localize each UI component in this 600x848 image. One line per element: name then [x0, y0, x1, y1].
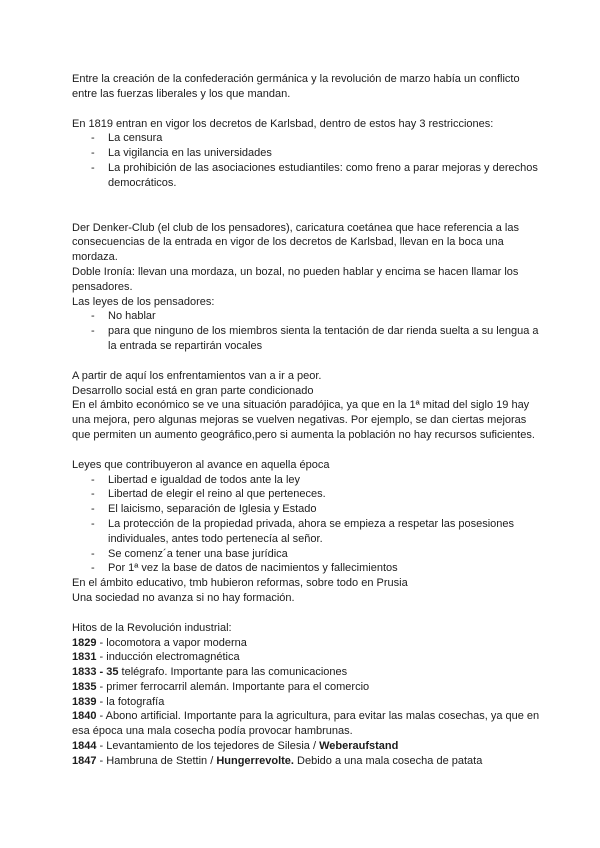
list-item: - No hablar	[72, 309, 540, 324]
leyes-avance-heading: Leyes que contribuyeron al avance en aquella época	[72, 458, 330, 471]
list-item: - Libertad de elegir el reino al que perteneces.	[72, 487, 540, 502]
enfrentamientos-paragraph: A partir de aquí los enfrentamientos van a ir a peor.	[72, 369, 322, 382]
list-item: - La vigilancia en las universidades	[72, 146, 540, 161]
restricciones-list	[72, 131, 540, 190]
ambito-educativo-paragraph: En el ámbito educativo, tmb hubieron reformas, sobre todo en Prusia	[72, 577, 408, 590]
leyes-avance-list	[72, 473, 540, 577]
hito-1844	[72, 739, 540, 754]
hito-year: 1831	[72, 651, 97, 664]
list-item: - La protección de la propiedad privada, ahora se empieza a respetar las posesiones individuales, antes todo pertenecía al señor.	[72, 517, 540, 547]
ambito-economico-paragraph: En el ámbito económico se ve una situación paradójica, ya que en la 1ª mitad del siglo 19 hay una mejora, pero algunas mejoras se vuelven negativas. Por ejemplo, se dan ciertas mejoras que permiten un aumento geográfico,pero si aumenta la población no hay recursos suficientes.	[72, 399, 535, 441]
hito-text: - la fotografía	[96, 695, 165, 708]
list-item: - El laicismo, separación de Iglesia y Estado	[72, 502, 540, 517]
hito-text: telégrafo. Importante para las comunicaciones	[118, 666, 348, 679]
list-item: - Por 1ª vez la base de datos de nacimientos y fallecimientos	[72, 561, 540, 576]
hito-1831	[72, 650, 540, 665]
hitos-heading: Hitos de la Revolución industrial:	[72, 621, 232, 634]
intro-paragraph: Entre la creación de la confederación germánica y la revolución de marzo había un conflicto entre las fuerzas liberales y los que mandan.	[72, 73, 520, 100]
denker-club-paragraph: Der Denker-Club (el club de los pensadores), caricatura coetánea que hace referencia a las consecuencias de la entrada en vigor de los decretos de Karlsbad, llevan en la boca una mordaza.	[72, 221, 519, 264]
list-item: - Se comenz´a tener una base jurídica	[72, 547, 540, 562]
list-item: - La censura	[72, 131, 540, 146]
hito-1829	[72, 636, 540, 651]
hito-1835	[72, 680, 540, 695]
hito-1839	[72, 695, 540, 710]
list-item: - Libertad e igualdad de todos ante la ley	[72, 473, 540, 488]
leyes-pensadores-heading: Las leyes de los pensadores:	[72, 295, 215, 308]
hito-year: 1833 - 35	[72, 666, 119, 679]
karlsbad-paragraph: En 1819 entran en vigor los decretos de Karlsbad, dentro de estos hay 3 restricciones:	[72, 117, 494, 130]
hito-1847	[72, 754, 540, 769]
hito-year: 1847	[72, 754, 97, 767]
leyes-pensadores-list	[72, 309, 540, 353]
hito-bold-term: Hungerrevolte.	[216, 754, 294, 767]
hito-text: - inducción electromagnética	[96, 651, 240, 664]
hito-year: 1840	[72, 710, 97, 723]
hito-text: - primer ferrocarril alemán. Importante para el comercio	[96, 680, 370, 693]
desarrollo-social-paragraph: Desarrollo social está en gran parte condicionado	[72, 384, 314, 397]
hito-text: - Levantamiento de los tejedores de Silesia /	[96, 740, 320, 753]
formacion-paragraph: Una sociedad no avanza si no hay formación.	[72, 591, 295, 604]
hito-bold-term: Weberaufstand	[319, 740, 399, 753]
hito-text: - Hambruna de Stettin /	[96, 754, 217, 767]
hito-1833	[72, 665, 540, 680]
hito-year: 1839	[72, 695, 97, 708]
hito-text: - Abono artificial. Importante para la agricultura, para evitar las malas cosechas, ya que en esa época una mala cosecha podía provocar hambrunas.	[72, 710, 540, 738]
hito-year: 1829	[72, 636, 97, 649]
list-item: - La prohibición de las asociaciones estudiantiles: como freno a parar mejoras y derechos democráticos.	[72, 161, 540, 191]
list-item: - para que ninguno de los miembros sienta la tentación de dar rienda suelta a su lengua a la entrada se repartirán vocales	[72, 324, 540, 354]
hito-year: 1844	[72, 740, 97, 753]
doble-ironia-paragraph: Doble Ironía: llevan una mordaza, un bozal, no pueden hablar y encima se hacen llamar los pensadores.	[72, 265, 519, 293]
hito-text: - locomotora a vapor moderna	[96, 636, 247, 649]
hito-year: 1835	[72, 680, 97, 693]
hito-text-tail: Debido a una mala cosecha de patata	[293, 754, 483, 767]
hito-1840	[72, 709, 540, 739]
